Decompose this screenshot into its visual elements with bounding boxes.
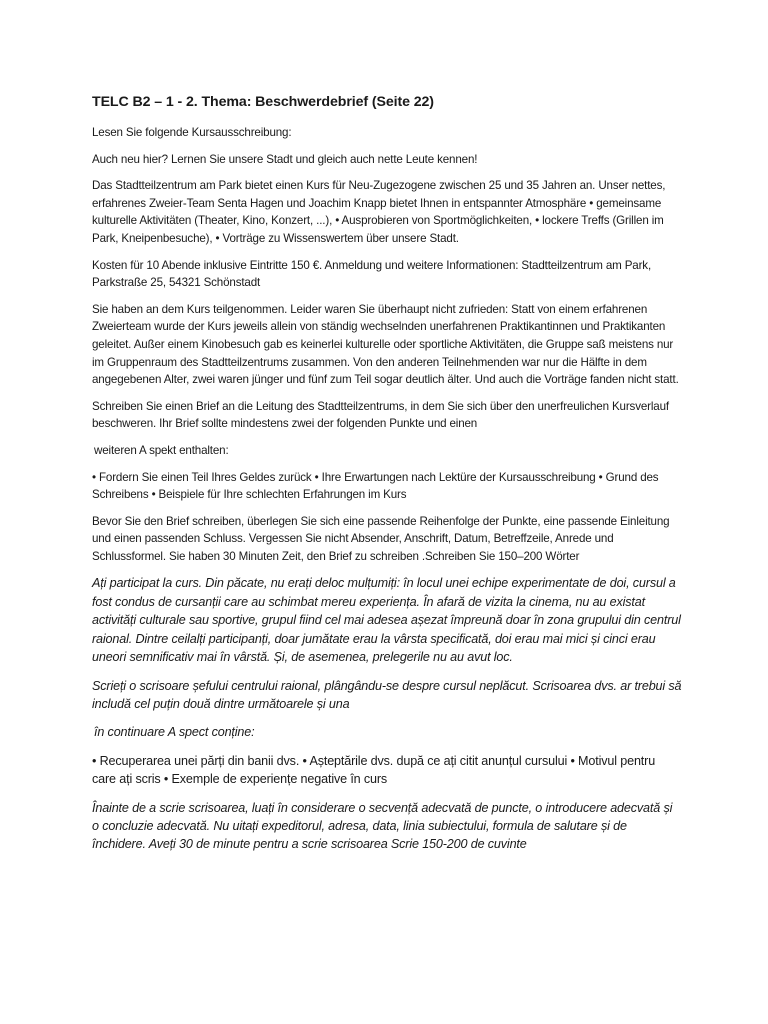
task-points: • Fordern Sie einen Teil Ihres Geldes zurück • Ihre Erwartungen nach Lektüre der Kursausschreibung • Grund des Schreibens • Beispiele für Ihre schlechten Erfahrungen im Kurs <box>92 470 659 502</box>
translation-situation: Ați participat la curs. Din păcate, nu erați deloc mulțumiți: în locul unei echipe experimentate de doi, cursul a fost condus de cursanții care au schimbat mereu experiența. În afară de vizita la cinema, nu au existat activități culturale sau sportive, grupul fiind cel mai adesea așezat împreună doar în zona grupului din centrul raional. Dintre ceilalți participanți, doar jumătate erau la vârsta specificată, doi erau mai mici și cinci erau uneori semnificativ mai în vârstă. Și, de asemenea, prelegerile nu au avut loc. <box>92 576 681 665</box>
translation-task-hints: Înainte de a scrie scrisoarea, luați în considerare o secvență adecvată de puncte, o introducere adecvată și o concluzie adecvată. Nu uitați expeditorul, adresa, data, linia subiectului, formula de salutare și de închidere. Aveți 30 de minute pentru a scrie scrisoarea Scrie 150-200 de cuvinte <box>92 800 673 852</box>
ad-body: Das Stadtteilzentrum am Park bietet einen Kurs für Neu-Zugezogene zwischen 25 und 35 Jahren an. Unser nettes, erfahrenes Zweier-Team Senta Hagen und Joachim Knapp bietet Ihnen in entspannter Atmosphäre • gemeinsame kulturelle Aktivitäten (Theater, Kino, Konzert, ...), • Ausprobieren von Sportmöglichkeiten, • lockere Treffs (Grillen im Park, Kneipenbesuche), • Vorträge zu Wissenswertem über unsere Stadt. <box>92 179 666 245</box>
task-hints: Bevor Sie den Brief schreiben, überlegen Sie sich eine passende Reihenfolge der Punkte, eine passende Einleitung und einen passenden Schluss. Vergessen Sie nicht Absender, Anschrift, Datum, Betreffzeile, Anrede und Schlussformel. Sie haben 30 Minuten Zeit, den Brief zu schreiben .Schreiben Sie 150–200 Wörter <box>92 514 670 563</box>
ad-costs: Kosten für 10 Abende inklusive Eintritte 150 €. Anmeldung und weitere Informationen: Stadtteilzentrum am Park, Parkstraße 25, 54321 Schönstadt <box>92 258 652 290</box>
instruction-read: Lesen Sie folgende Kursausschreibung: <box>92 126 292 139</box>
task-instruction: Schreiben Sie einen Brief an die Leitung des Stadtteilzentrums, in dem Sie sich über den unerfreulichen Kursverlauf beschweren. Ihr Brief sollte mindestens zwei der folgenden Punkte und einen <box>92 399 669 431</box>
ad-headline: Auch neu hier? Lernen Sie unsere Stadt und gleich auch nette Leute kennen! <box>92 152 478 166</box>
translation-task-instruction-continued: în continuare A spect conține: <box>94 725 255 740</box>
document-title: TELC B2 – 1 - 2. Thema: Beschwerdebrief (Seite 22) <box>92 94 434 110</box>
situation-description: Sie haben an dem Kurs teilgenommen. Leider waren Sie überhaupt nicht zufrieden: Statt von einem erfahrenen Zweierteam wurde der Kurs jeweils allein von ständig wechselnden unerfahrenen Praktikantinnen und Praktikanten geleitet. Außer einem Kinobesuch gab es keinerlei kulturelle oder sportliche Aktivitäten, die Gruppe saß meistens nur im Gruppenraum des Stadtteilzentrums zusammen. Von den anderen Teilnehmenden war nur die Hälfte in dem angegebenen Alter, zwei waren jünger und fünf zum Teil sogar deutlich älter. Und auch die Vorträge fanden nicht statt. <box>92 302 679 387</box>
translation-task-instruction: Scrieți o scrisoare șefului centrului raional, plângându-se despre cursul neplăcut. Scrisoarea dvs. ar trebui să includă cel puțin două dintre următoarele și una <box>92 678 682 711</box>
document-page <box>92 92 682 864</box>
task-instruction-continued: weiteren A spekt enthalten: <box>94 443 229 457</box>
translation-task-points: • Recuperarea unei părți din banii dvs. • Așteptările dvs. după ce ați citit anunțul cursului • Motivul pentru care ați scris • Exemple de experiențe negative în curs <box>92 753 656 787</box>
